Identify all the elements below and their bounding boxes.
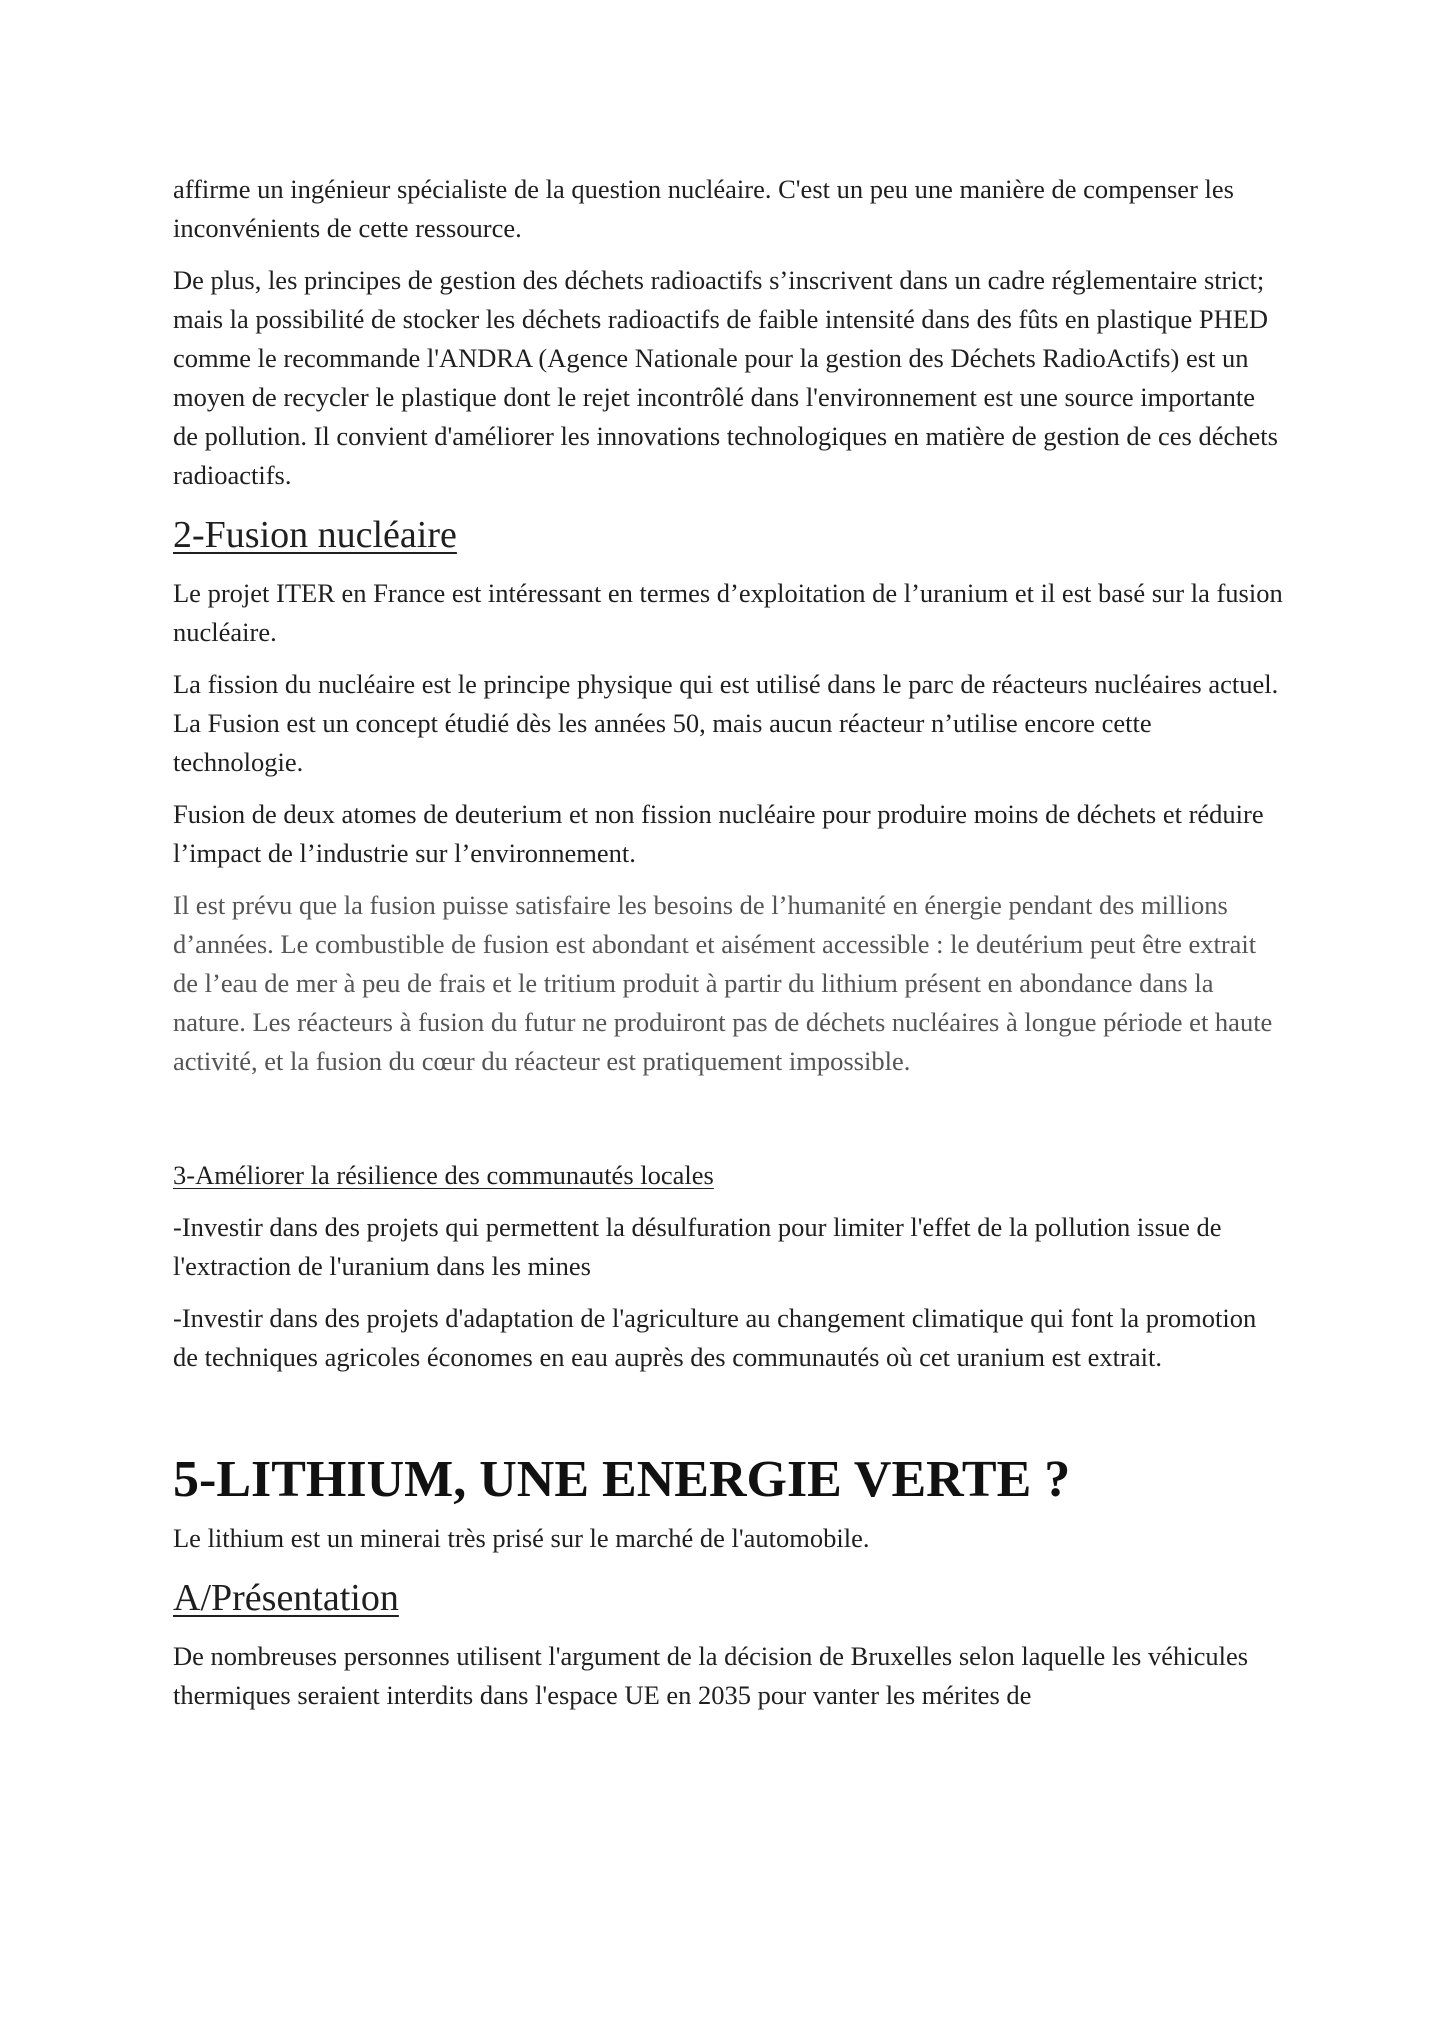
heading-resilience: 3-Améliorer la résilience des communautés locales bbox=[173, 1160, 714, 1190]
paragraph-deuterium-fusion: Fusion de deux atomes de deuterium et non fission nucléaire pour produire moins de déchets et réduire l’impact de l’industrie sur l’environnement. bbox=[173, 799, 1264, 868]
paragraph-radioactive-waste: De plus, les principes de gestion des déchets radioactifs s’inscrivent dans un cadre réglementaire strict; mais la possibilité de stocker les déchets radioactifs de faible intensité dans des fûts en plastique PHED comme le recommande l'ANDRA (Agence Nationale pour la gestion des Déchets RadioActifs) est un moyen de recycler le plastique dont le rejet incontrôlé dans l'environnement est une source importante de pollution. Il convient d'améliorer les innovations technologiques en matière de gestion de ces déchets radioactifs. bbox=[173, 265, 1278, 490]
heading-presentation: A/Présentation bbox=[173, 1577, 399, 1619]
heading-fusion-nucleaire: 2-Fusion nucléaire bbox=[173, 514, 457, 556]
paragraph-desulfuration: -Investir dans des projets qui permettent la désulfuration pour limiter l'effet de la pollution issue de l'extraction de l'uranium dans les mines bbox=[173, 1212, 1222, 1281]
heading-lithium: 5-LITHIUM, UNE ENERGIE VERTE ? bbox=[173, 1451, 1071, 1508]
paragraph-fusion-quote: Il est prévu que la fusion puisse satisfaire les besoins de l’humanité en énergie pendant des millions d’années. Le combustible de fusion est abondant et aisément accessible : le deutérium peut être extrait de l’eau de mer à peu de frais et le tritium produit à partir du lithium présent en abondance dans la nature. Les réacteurs à fusion du futur ne produiront pas de déchets nucléaires à longue période et haute activité, et la fusion du cœur du réacteur est pratiquement impossible. bbox=[173, 890, 1273, 1076]
paragraph-lithium-intro: Le lithium est un minerai très prisé sur le marché de l'automobile. bbox=[173, 1523, 870, 1553]
paragraph-iter-project: Le projet ITER en France est intéressant en termes d’exploitation de l’uranium et il est basé sur la fusion nucléaire. bbox=[173, 578, 1283, 647]
paragraph-fission-principle: La fission du nucléaire est le principe physique qui est utilisé dans le parc de réacteurs nucléaires actuel. La Fusion est un concept étudié dès les années 50, mais aucun réacteur n’utilise encore cette technologie. bbox=[173, 669, 1279, 777]
paragraph-agriculture: -Investir dans des projets d'adaptation de l'agriculture au changement climatique qui font la promotion de techniques agricoles économes en eau auprès des communautés où cet uranium est extrait. bbox=[173, 1303, 1257, 1372]
paragraph-bruxelles: De nombreuses personnes utilisent l'argument de la décision de Bruxelles selon laquelle les véhicules thermiques seraient interdits dans l'espace UE en 2035 pour vanter les mérites de bbox=[173, 1641, 1249, 1710]
paragraph-nuclear-engineer: affirme un ingénieur spécialiste de la question nucléaire. C'est un peu une manière de compenser les inconvénients de cette ressource. bbox=[173, 174, 1234, 243]
